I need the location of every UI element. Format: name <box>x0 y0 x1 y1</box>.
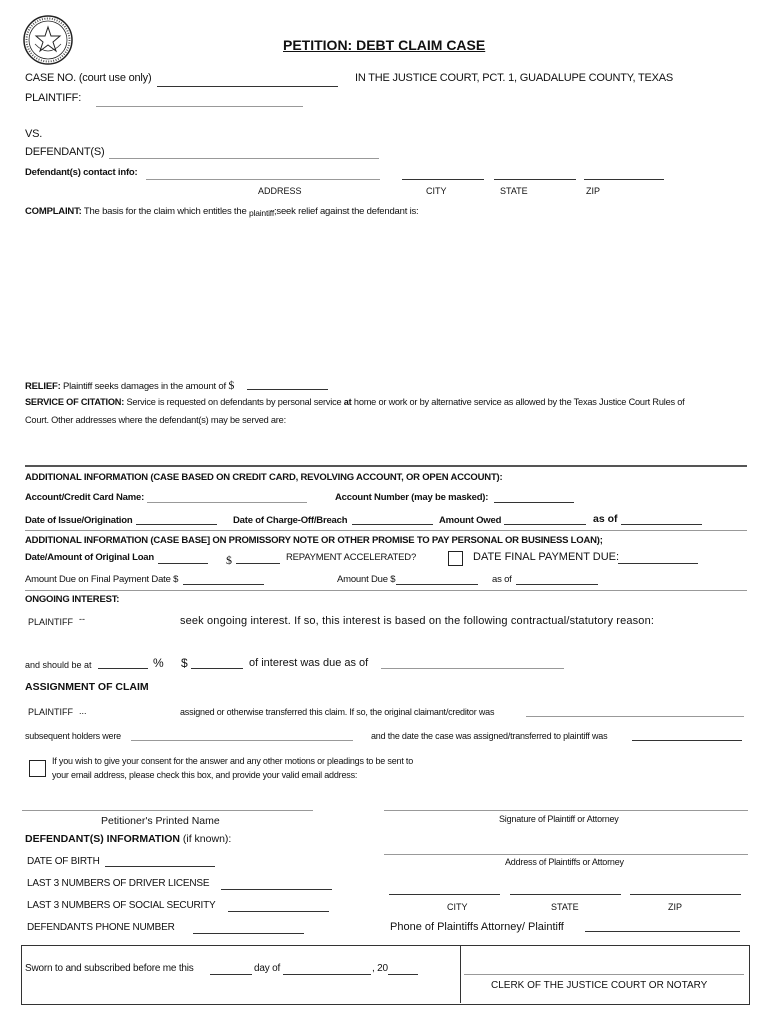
account-number-label: Account Number (may be masked): <box>335 492 489 503</box>
date-issue-field[interactable] <box>136 524 217 525</box>
city-label: CITY <box>426 186 447 196</box>
interest-plaintiff: PLAINTIFF <box>28 617 74 627</box>
county-seal-icon <box>22 14 74 66</box>
relief-text: Plaintiff seeks damages in the amount of <box>63 381 226 392</box>
defendants-field[interactable] <box>109 158 379 159</box>
address-label: ADDRESS <box>258 186 302 196</box>
page-title: PETITION: DEBT CLAIM CASE <box>283 37 486 53</box>
license-label: LAST 3 NUMBERS OF DRIVER LICENSE <box>27 878 210 889</box>
date-issue-label: Date of Issue/Origination <box>25 515 133 526</box>
service-text-1: Service is requested on defendants by personal service <box>126 397 342 407</box>
state-label: STATE <box>500 186 528 196</box>
as-of-field[interactable] <box>621 524 702 525</box>
interest-dash: -- <box>79 614 85 624</box>
service-at: at <box>343 397 352 407</box>
amount-final-label: Amount Due on Final Payment Date $ <box>25 574 179 585</box>
dob-field[interactable] <box>105 866 215 867</box>
state-field[interactable] <box>494 179 576 180</box>
amount-owed-label: Amount Owed <box>439 515 502 526</box>
service-text-3: Court. Other addresses where the defendant(s) may be served are: <box>25 415 286 425</box>
interest-dollar: $ <box>181 656 188 670</box>
ssn-field[interactable] <box>228 911 329 912</box>
defendant-info-heading <box>25 833 231 845</box>
final-due-field[interactable] <box>618 563 698 564</box>
service-label: SERVICE OF CITATION: <box>25 397 125 407</box>
complaint-text-end: ;seek relief against the defendant is: <box>273 206 419 217</box>
ssn-label: LAST 3 NUMBERS OF SOCIAL SECURITY <box>27 900 216 911</box>
interest-text: seek ongoing interest. If so, this interest is based on the following contractual/statutory reason: <box>180 615 655 627</box>
sworn-year-label: , 20 <box>372 963 388 974</box>
signature-label: Signature of Plaintiff or Attorney <box>499 814 619 824</box>
dob-label: DATE OF BIRTH <box>27 856 100 867</box>
plaintiff-state-field[interactable] <box>510 894 621 895</box>
defendant-phone-label: DEFENDANTS PHONE NUMBER <box>27 922 175 933</box>
date-amount-label: Date/Amount of Original Loan <box>25 552 154 563</box>
card-name-label: Account/Credit Card Name: <box>25 492 145 503</box>
interest-heading: ONGOING INTEREST: <box>25 594 120 605</box>
final-due-label: DATE FINAL PAYMENT DUE: <box>473 551 620 563</box>
plaintiff-phone-label: Phone of Plaintiffs Attorney/ Plaintiff <box>390 921 564 933</box>
assignment-dots: ... <box>79 706 87 716</box>
sworn-day-field[interactable] <box>210 974 252 975</box>
zip-field[interactable] <box>584 179 664 180</box>
relief-dollar: $ <box>228 378 235 392</box>
date-assigned-field[interactable] <box>632 740 742 741</box>
sworn-text: Sworn to and subscribed before me this <box>25 963 194 974</box>
sworn-box-divider <box>460 945 461 1003</box>
assignment-text: assigned or otherwise transferred this claim. If so, the original claimant/creditor was <box>180 707 495 717</box>
case-no-field[interactable] <box>157 86 338 87</box>
consent-line-2: your email address, please check this box, and provide your valid email address: <box>52 770 358 780</box>
plaintiff-phone-field[interactable] <box>585 931 740 932</box>
amount-due-label: Amount Due $ <box>337 574 396 585</box>
sworn-month-field[interactable] <box>283 974 371 975</box>
account-number-field[interactable] <box>494 502 574 503</box>
note-as-of-label: as of <box>492 574 512 585</box>
sworn-box <box>21 945 750 1005</box>
date-amount-field[interactable] <box>158 563 208 564</box>
day-of-label: day of <box>254 963 281 974</box>
court-name: IN THE JUSTICE COURT, PCT. 1, GUADALUPE COUNTY, TEXAS <box>355 72 674 84</box>
card-name-field[interactable] <box>147 502 307 503</box>
amount-owed-field[interactable] <box>504 524 586 525</box>
plaintiff-label: PLAINTIFF: <box>25 92 82 104</box>
complaint-label: COMPLAINT: <box>25 206 82 217</box>
relief-amount-field[interactable] <box>247 389 328 390</box>
plaintiff-city-label: CITY <box>447 902 468 912</box>
defendant-info-known: (if known): <box>182 833 232 845</box>
plaintiff-state-label: STATE <box>551 902 579 912</box>
loan-dollar: $ <box>226 553 232 567</box>
accelerated-label: REPAYMENT ACCELERATED? <box>286 552 417 563</box>
complaint-text: The basis for the claim which entitles the <box>83 206 247 217</box>
loan-amount-field[interactable] <box>236 563 280 564</box>
plaintiff-field[interactable] <box>96 106 303 107</box>
subsequent-field[interactable] <box>131 740 353 741</box>
complaint-line <box>25 206 418 217</box>
plaintiff-zip-field[interactable] <box>630 894 741 895</box>
should-be-label: and should be at <box>25 660 92 670</box>
note-as-of-field[interactable] <box>516 584 598 585</box>
printed-name-label: Petitioner's Printed Name <box>101 815 220 827</box>
date-assigned-label: and the date the case was assigned/transferred to plaintiff was <box>371 731 608 741</box>
contact-label: Defendant(s) contact info: <box>25 167 138 178</box>
vs-label: VS. <box>25 128 43 140</box>
interest-rate-field[interactable] <box>98 668 148 669</box>
percent-sign: % <box>153 656 164 670</box>
original-creditor-field[interactable] <box>526 716 744 717</box>
was-due-field[interactable] <box>381 668 564 669</box>
printed-name-field[interactable] <box>22 810 313 811</box>
service-text-2: home or work or by alternative service as allowed by the Texas Justice Court Rules of <box>353 397 685 407</box>
date-chargeoff-field[interactable] <box>352 524 433 525</box>
plaintiff-city-field[interactable] <box>389 894 500 895</box>
assignment-plaintiff: PLAINTIFF <box>28 707 74 717</box>
sworn-year-field[interactable] <box>388 974 418 975</box>
plaintiff-zip-label: ZIP <box>668 902 683 912</box>
clerk-signature-field[interactable] <box>464 974 744 975</box>
subsequent-label: subsequent holders were <box>25 731 121 741</box>
credit-heading: ADDITIONAL INFORMATION (CASE BASED ON CREDIT CARD, REVOLVING ACCOUNT, OR OPEN ACCOUNT): <box>25 472 503 483</box>
zip-label: ZIP <box>586 186 601 196</box>
note-divider <box>25 590 747 591</box>
interest-amount-field[interactable] <box>191 668 243 669</box>
section-divider <box>25 465 747 467</box>
city-field[interactable] <box>402 179 484 180</box>
relief-line <box>25 378 234 393</box>
address-field[interactable] <box>146 179 380 180</box>
complaint-plaintiff: plaintiff <box>249 208 274 218</box>
signature-field[interactable] <box>384 810 748 811</box>
consent-checkbox[interactable] <box>29 760 46 777</box>
plaintiff-address-label: Address of Plaintiffs or Attorney <box>505 857 624 867</box>
plaintiff-address-field[interactable] <box>384 854 748 855</box>
defendant-info-title: DEFENDANT(S) INFORMATION <box>25 833 180 845</box>
was-due-label: of interest was due as of <box>249 657 369 669</box>
credit-divider <box>25 530 747 531</box>
service-line-1 <box>25 397 685 407</box>
assignment-heading: ASSIGNMENT OF CLAIM <box>25 681 149 693</box>
defendant-phone-field[interactable] <box>193 933 304 934</box>
amount-due-field[interactable] <box>396 584 478 585</box>
as-of-label: as of <box>593 513 618 525</box>
case-no-label: CASE NO. (court use only) <box>25 72 152 84</box>
relief-label: RELIEF: <box>25 381 61 392</box>
amount-final-field[interactable] <box>183 584 264 585</box>
service-addresses-area[interactable] <box>25 430 745 460</box>
note-heading: ADDITIONAL INFORMATION (CASE BASE] ON PROMISSORY NOTE OR OTHER PROMISE TO PAY PERSONAL OR BUSINESS LOAN); <box>25 535 603 546</box>
date-chargeoff-label: Date of Charge-Off/Breach <box>233 515 348 526</box>
complaint-area[interactable] <box>25 222 745 372</box>
clerk-label: CLERK OF THE JUSTICE COURT OR NOTARY <box>491 980 708 991</box>
defendants-label: DEFENDANT(S) <box>25 146 105 158</box>
accelerated-checkbox[interactable] <box>448 551 463 566</box>
license-field[interactable] <box>221 889 332 890</box>
consent-line-1: If you wish to give your consent for the answer and any other motions or pleadings to be sent to <box>52 756 414 766</box>
